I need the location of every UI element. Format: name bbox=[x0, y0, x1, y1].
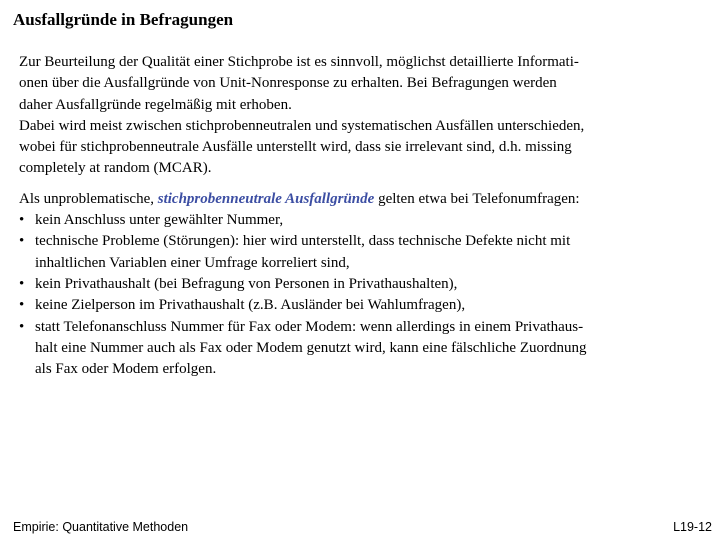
emphasis-term: stichprobenneutrale Ausfallgründe bbox=[157, 190, 375, 207]
paragraph-reasons bbox=[19, 189, 709, 381]
bullet-icon: • bbox=[19, 275, 25, 292]
bullet-continuation: inhaltlichen Variablen einer Umfrage korreliert sind, bbox=[35, 254, 350, 271]
footer-slide-number: L19-12 bbox=[673, 520, 712, 534]
reasons-intro-line bbox=[19, 189, 709, 210]
bullet-icon: • bbox=[19, 318, 25, 335]
bullet-icon: • bbox=[19, 233, 25, 250]
bullet-text: kein Privathaushalt (bei Befragung von Personen in Privathaushalten), bbox=[35, 275, 458, 292]
paragraph-line: Dabei wird meist zwischen stichprobenneutralen und systematischen Ausfällen unterschieden, bbox=[19, 117, 585, 134]
bullet-list bbox=[19, 210, 709, 380]
intro-text-before: Als unproblematische, bbox=[19, 190, 158, 207]
bullet-item bbox=[19, 274, 709, 295]
bullet-text: kein Anschluss unter gewählter Nummer, bbox=[35, 212, 284, 229]
intro-text-after: gelten etwa bei Telefonumfragen: bbox=[374, 190, 580, 207]
bullet-continuation: als Fax oder Modem erfolgen. bbox=[35, 361, 217, 378]
slide-body bbox=[19, 52, 709, 380]
bullet-item bbox=[19, 317, 709, 338]
slide-title: Ausfallgründe in Befragungen bbox=[13, 10, 234, 29]
bullet-text: statt Telefonanschluss Nummer für Fax oder Modem: wenn allerdings in einem Privathaus- bbox=[35, 318, 584, 335]
paragraph-line: daher Ausfallgründe regelmäßig mit erhoben. bbox=[19, 96, 292, 113]
bullet-icon: • bbox=[19, 212, 25, 229]
bullet-continuation: halt eine Nummer auch als Fax oder Modem genutzt wird, kann eine fälschliche Zuordnung bbox=[35, 339, 587, 356]
paragraph-line: wobei für stichprobenneutrale Ausfälle unterstellt wird, dass sie irrelevant sind, d.h. missing bbox=[19, 139, 572, 156]
bullet-text: keine Zielperson im Privathaushalt (z.B. Ausländer bei Wahlumfragen), bbox=[35, 297, 466, 314]
paragraph-line: onen über die Ausfallgründe von Unit-Nonresponse zu erhalten. Bei Befragungen werden bbox=[19, 75, 557, 92]
bullet-item bbox=[19, 295, 709, 316]
footer-course-title: Empirie: Quantitative Methoden bbox=[13, 520, 189, 534]
bullet-item bbox=[19, 210, 709, 231]
bullet-icon: • bbox=[19, 297, 25, 314]
bullet-text: technische Probleme (Störungen): hier wird unterstellt, dass technische Defekte nicht mit bbox=[35, 233, 571, 250]
bullet-item bbox=[19, 231, 709, 252]
paragraph-intro bbox=[19, 52, 709, 180]
paragraph-line: Zur Beurteilung der Qualität einer Stichprobe ist es sinnvoll, möglichst detaillierte Informati- bbox=[19, 54, 579, 70]
paragraph-line: completely at random (MCAR). bbox=[19, 160, 212, 177]
